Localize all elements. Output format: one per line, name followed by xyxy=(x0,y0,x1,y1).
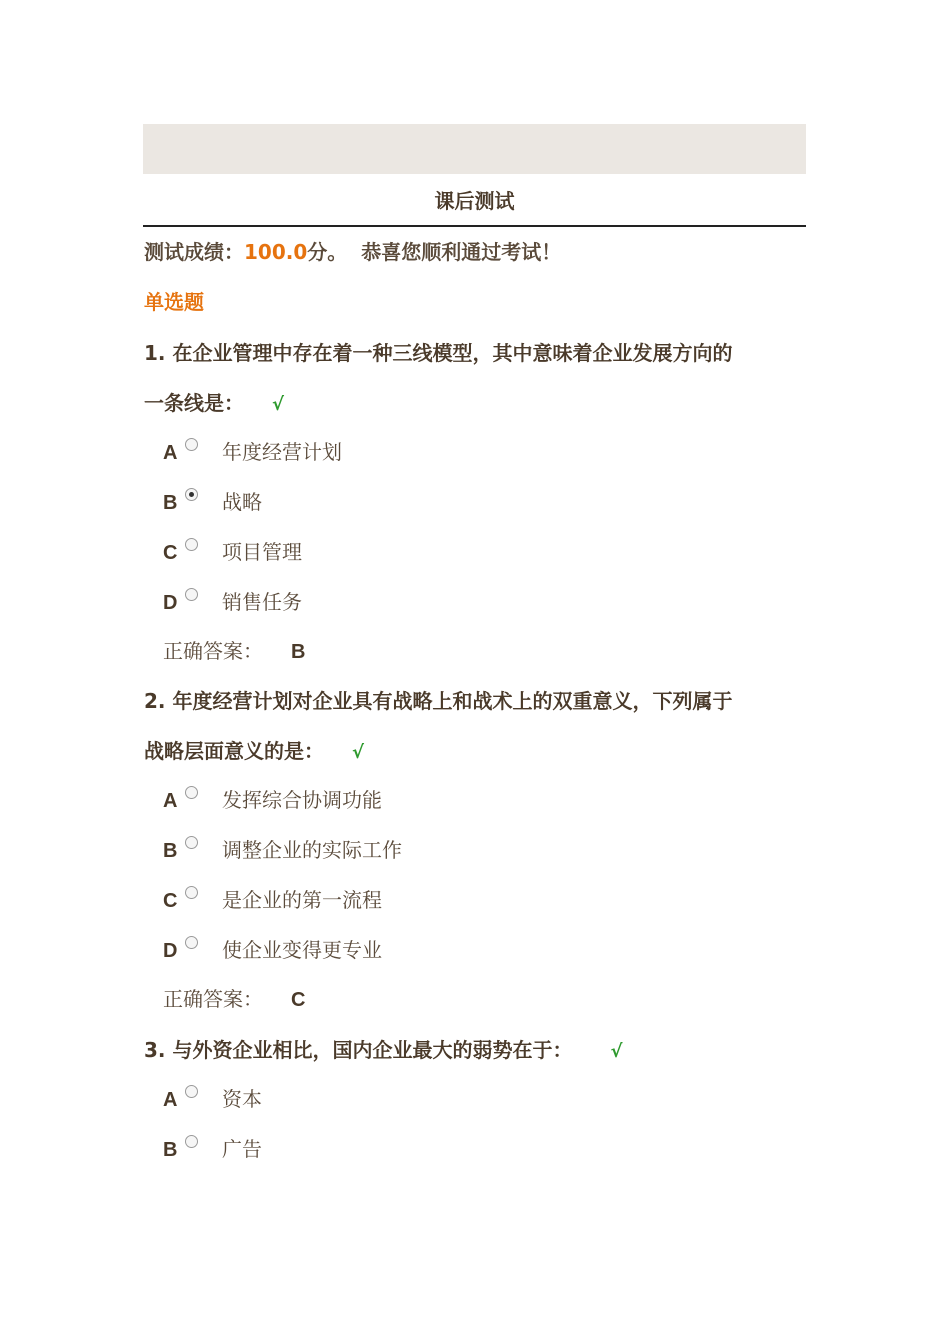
question-3-option-b[interactable] xyxy=(163,1134,262,1164)
title-divider xyxy=(143,225,806,227)
option-letter: B xyxy=(163,492,178,514)
option-text: 项目管理 xyxy=(222,540,302,564)
radio-button[interactable] xyxy=(185,1135,198,1148)
question-3-option-a[interactable] xyxy=(163,1084,262,1114)
option-letter: A xyxy=(163,442,178,464)
answer-label: 正确答案： xyxy=(163,639,263,663)
radio-button[interactable] xyxy=(185,886,198,899)
question-2-option-c[interactable] xyxy=(163,885,382,915)
question-1-prompt-end: 一条线是： xyxy=(144,391,244,415)
radio-button[interactable] xyxy=(185,1085,198,1098)
question-2-line-2 xyxy=(144,726,804,778)
question-2-line-1: 2. 年度经营计划对企业具有战略上和战术上的双重意义，下列属于 xyxy=(144,689,733,713)
option-letter: B xyxy=(163,1139,178,1161)
radio-button[interactable] xyxy=(185,538,198,551)
question-2-option-a[interactable] xyxy=(163,785,382,815)
answer-value: C xyxy=(291,989,306,1011)
check-icon: √ xyxy=(272,394,285,415)
answer-label: 正确答案： xyxy=(163,987,263,1011)
header-bar xyxy=(143,124,806,174)
question-3-prompt: 3. 与外资企业相比，国内企业最大的弱势在于： xyxy=(144,1038,573,1062)
radio-button[interactable] xyxy=(185,786,198,799)
answer-value: B xyxy=(291,641,306,663)
option-text: 发挥综合协调功能 xyxy=(222,788,382,812)
question-3-line-1 xyxy=(144,1025,804,1077)
option-letter: D xyxy=(163,592,178,614)
option-text: 广告 xyxy=(222,1137,262,1161)
option-text: 调整企业的实际工作 xyxy=(222,838,402,862)
option-letter: A xyxy=(163,790,178,812)
question-1-line-2 xyxy=(144,378,804,430)
option-text: 销售任务 xyxy=(222,590,302,614)
option-letter: A xyxy=(163,1089,178,1111)
score-value: 100.0 xyxy=(244,240,308,264)
question-1-correct-answer xyxy=(163,636,305,666)
question-1-option-a[interactable] xyxy=(163,437,342,467)
score-label: 测试成绩： xyxy=(144,240,244,264)
option-text: 战略 xyxy=(222,490,262,514)
question-2-option-d[interactable] xyxy=(163,935,382,965)
check-icon: √ xyxy=(610,1041,623,1062)
section-title: 单选题 xyxy=(144,290,204,314)
radio-button-selected[interactable] xyxy=(185,488,198,501)
question-2-prompt-end: 战略层面意义的是： xyxy=(144,739,324,763)
question-1-option-c[interactable] xyxy=(163,537,302,567)
question-1-option-d[interactable] xyxy=(163,587,302,617)
radio-button[interactable] xyxy=(185,588,198,601)
option-letter: B xyxy=(163,840,178,862)
radio-button[interactable] xyxy=(185,836,198,849)
option-letter: D xyxy=(163,940,178,962)
radio-button[interactable] xyxy=(185,438,198,451)
check-icon: √ xyxy=(352,742,365,763)
question-2-option-b[interactable] xyxy=(163,835,402,865)
question-1-option-b[interactable] xyxy=(163,487,262,517)
score-line xyxy=(144,237,561,267)
option-text: 是企业的第一流程 xyxy=(222,888,382,912)
page-title: 课后测试 xyxy=(434,189,515,213)
question-1-line-1: 1. 在企业管理中存在着一种三线模型，其中意味着企业发展方向的 xyxy=(144,341,733,365)
pass-message: 恭喜您顺利通过考试！ xyxy=(361,240,562,264)
option-text: 使企业变得更专业 xyxy=(222,938,382,962)
radio-button[interactable] xyxy=(185,936,198,949)
score-unit: 分。 xyxy=(307,240,348,264)
option-letter: C xyxy=(163,542,178,564)
option-letter: C xyxy=(163,890,178,912)
question-2-correct-answer xyxy=(163,984,305,1014)
option-text: 资本 xyxy=(222,1087,262,1111)
option-text: 年度经营计划 xyxy=(222,440,342,464)
